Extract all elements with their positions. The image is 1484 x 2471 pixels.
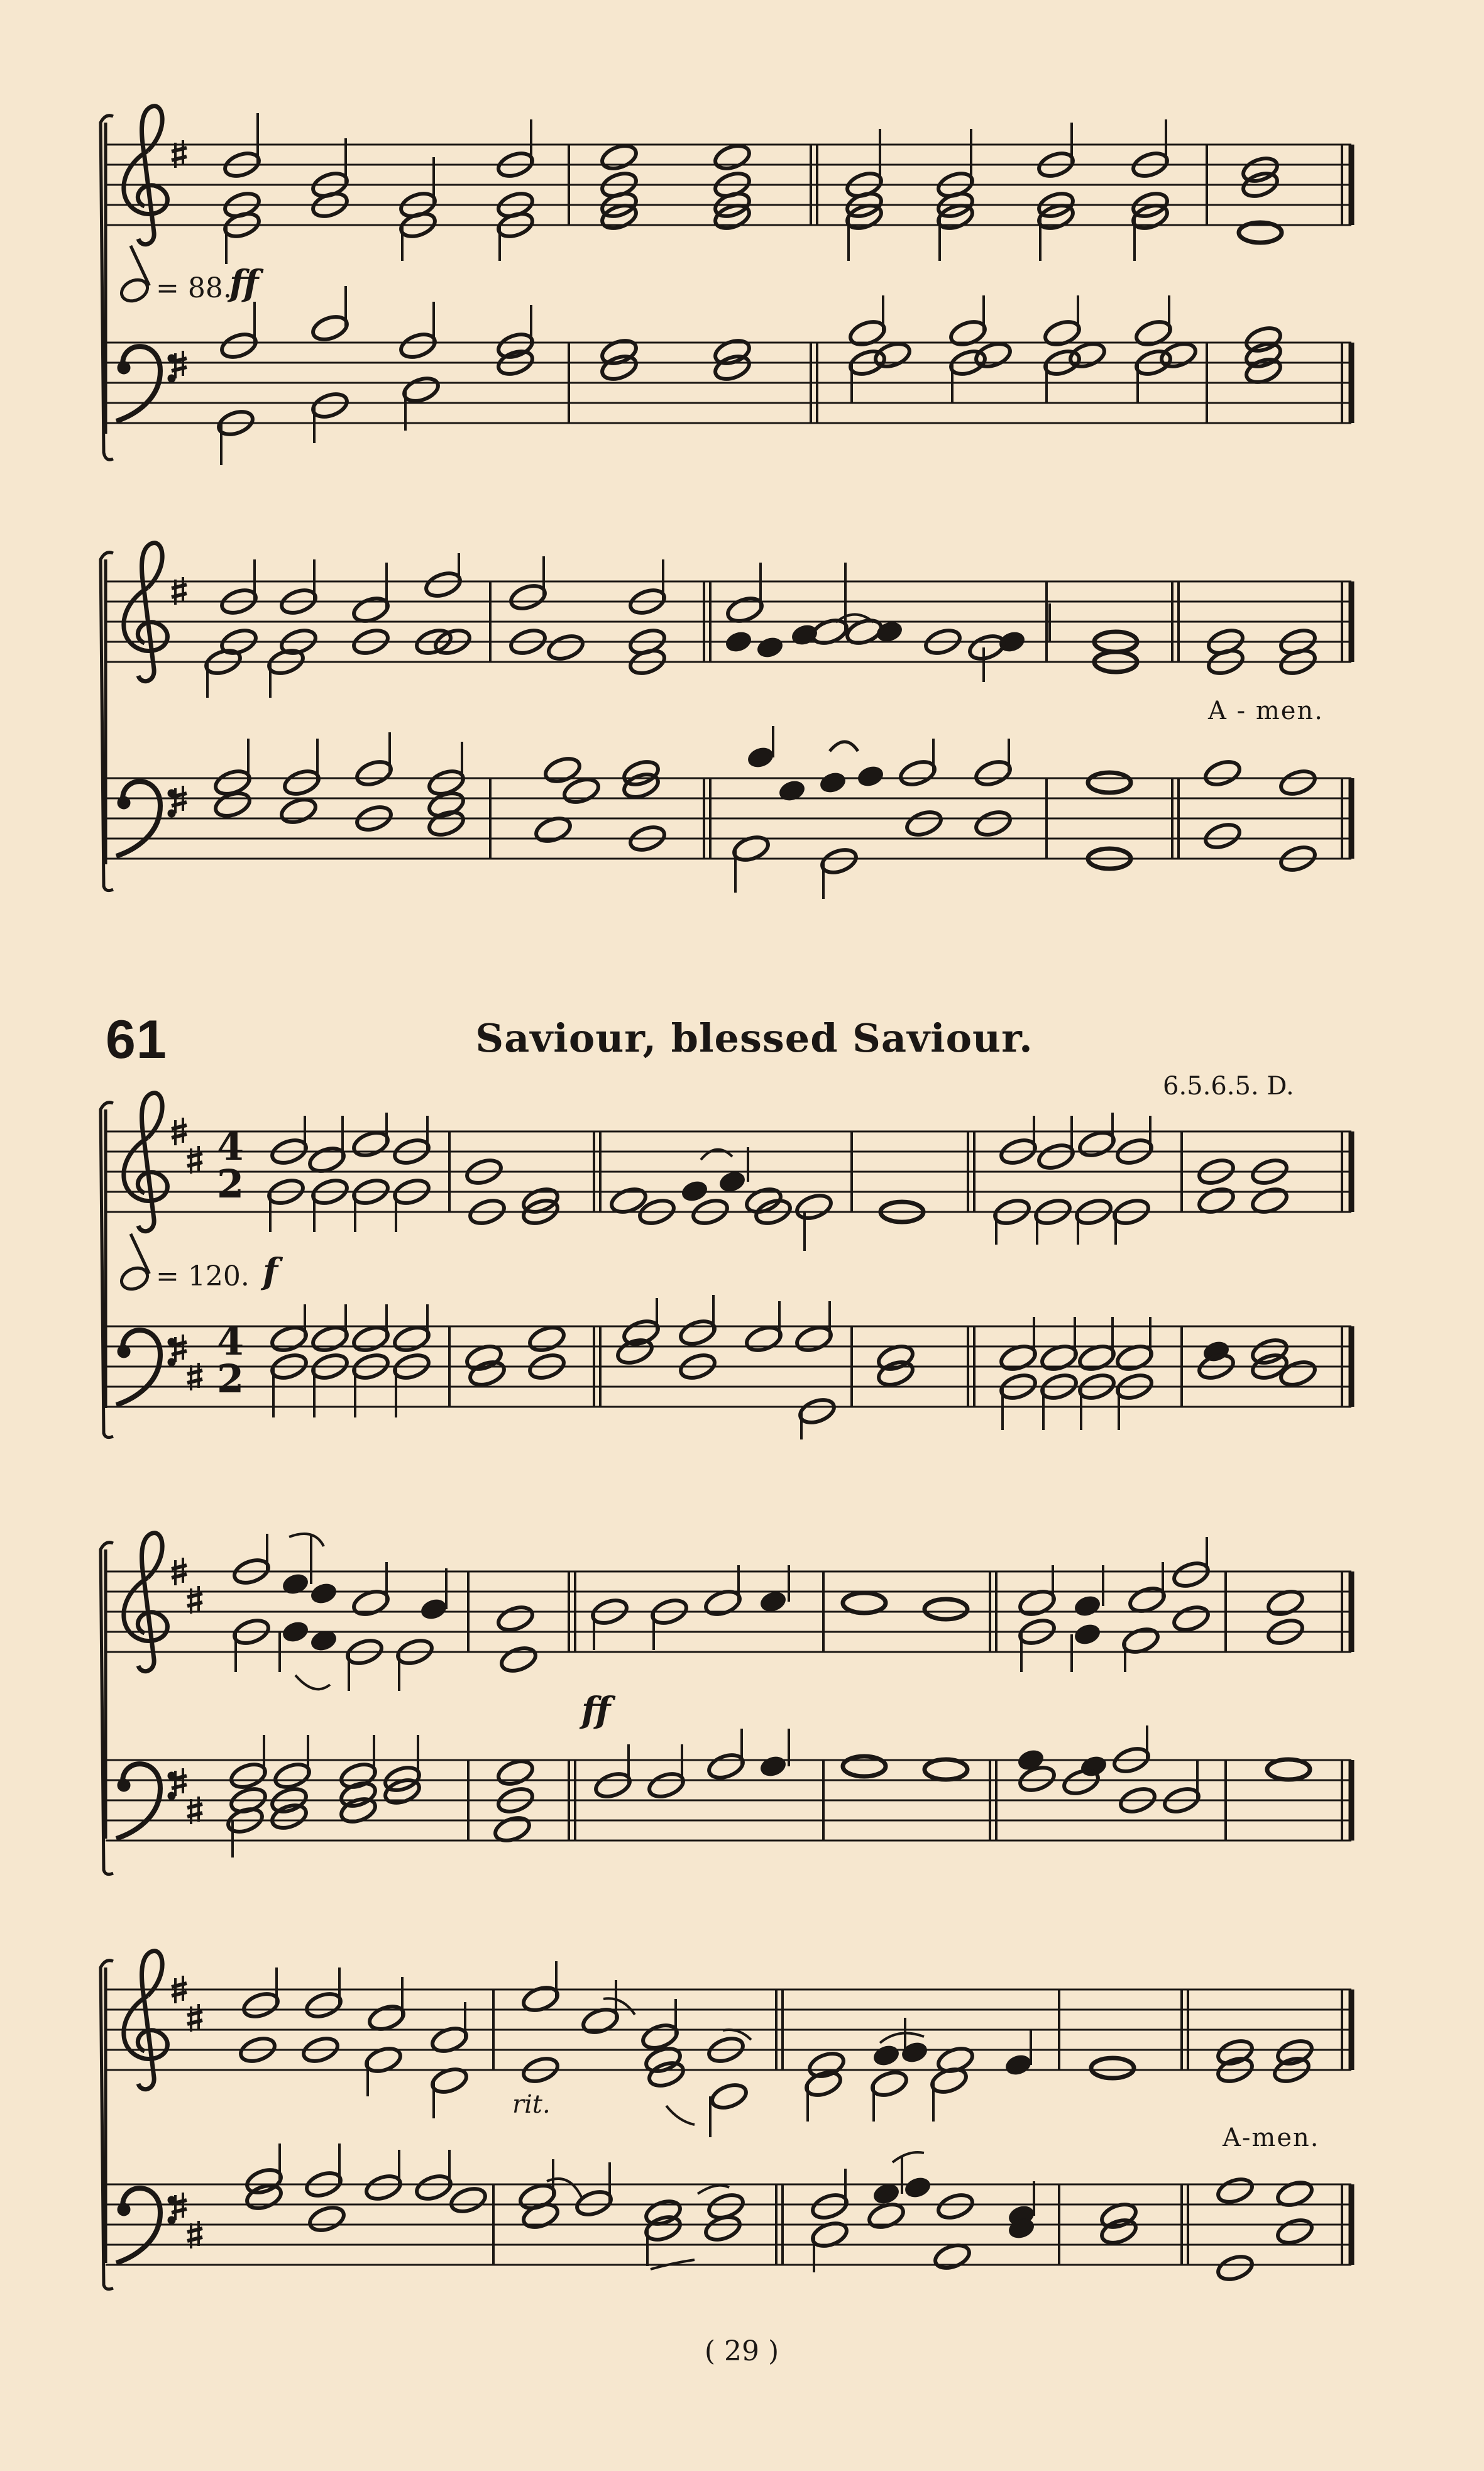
system-1 <box>101 106 1351 465</box>
system-2 <box>101 543 1351 899</box>
system-3 <box>101 1093 1351 1439</box>
amen-lyric-hymn61: A-men. <box>1223 2123 1320 2152</box>
half-note-icon <box>116 1262 153 1295</box>
half-note-icon <box>116 273 153 307</box>
page-number: ( 29 ) <box>704 2335 779 2367</box>
time-sig-bottom-bass: 2 <box>217 1356 245 1402</box>
hymn-number: 61 <box>106 1010 167 1070</box>
system-4 <box>101 1533 1351 1874</box>
tempo-value: = 88. <box>156 272 232 304</box>
hymn-title: Saviour, blessed Saviour. <box>475 1015 1033 1061</box>
tempo-marking-hymn61 <box>119 1260 250 1292</box>
hymn-meter: 6.5.6.5. D. <box>1163 1072 1294 1101</box>
tempo-value: = 120. <box>156 1260 250 1292</box>
tempo-marking-continuation <box>119 272 232 304</box>
dynamic-marking-continuation: ff <box>229 263 259 304</box>
time-sig-top-bass: 4 <box>217 1318 245 1364</box>
dynamic-marking-mid: ff <box>581 1690 611 1731</box>
time-sig-top-treble: 4 <box>217 1123 245 1169</box>
system-5 <box>101 1951 1351 2289</box>
dynamic-marking-start: f <box>263 1251 278 1292</box>
time-sig-bottom-treble: 2 <box>217 1161 245 1207</box>
ritardando-marking: rit. <box>512 2090 551 2119</box>
amen-lyric-continuation: A - men. <box>1208 696 1324 725</box>
